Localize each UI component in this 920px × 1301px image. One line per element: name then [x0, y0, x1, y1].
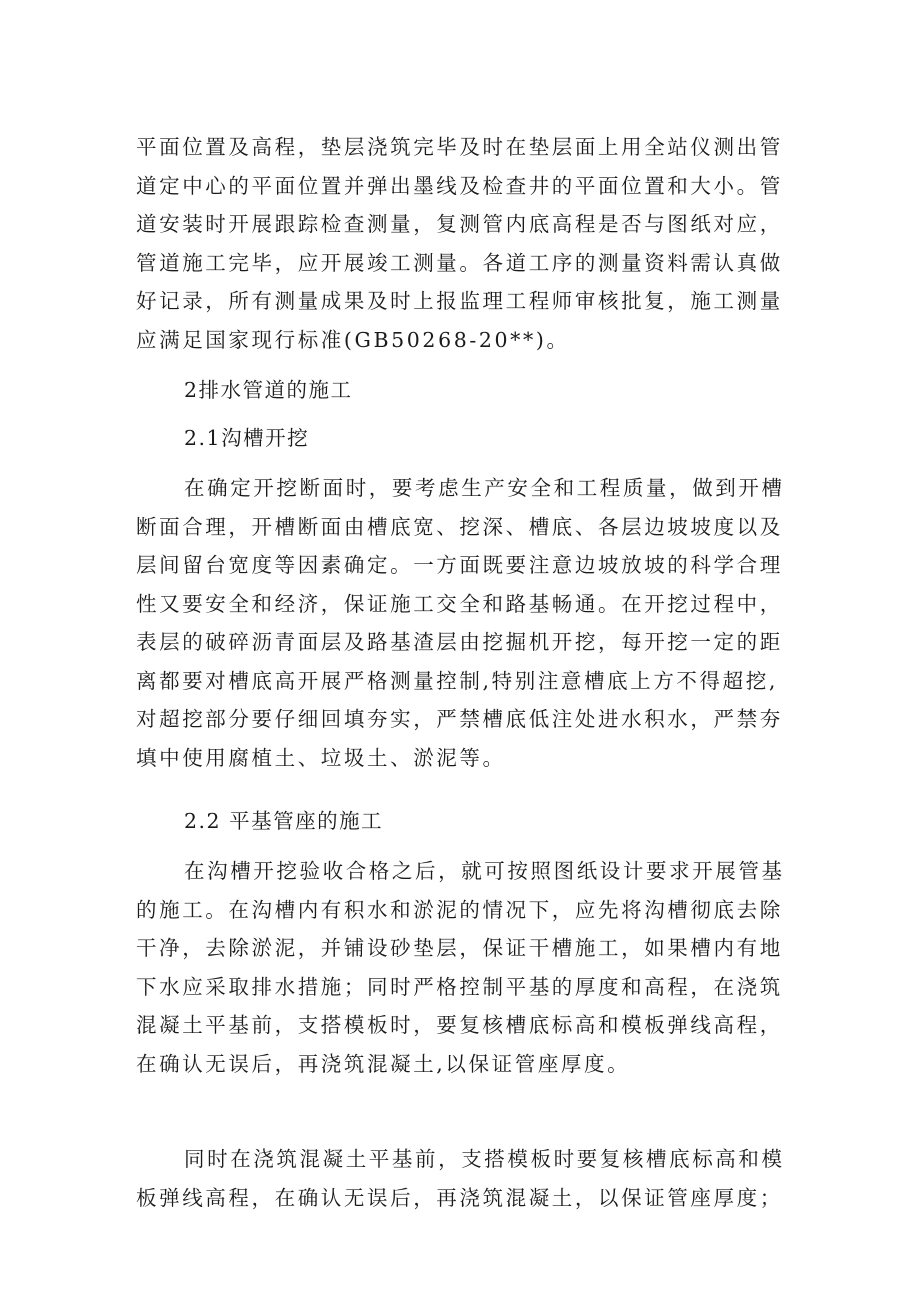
subsection-heading-flat-base: 2.2 平基管座的施工 — [184, 809, 384, 833]
paragraph-flat-base-construction: 在沟槽开挖验收合格之后，就可按照图纸设计要求开展管基的施工。在沟槽内有积水和淤泥的情况下，应先将沟槽彻底去除干净，去除淤泥，并铺设砂垫层，保证干槽施工，如果槽内有地下水应采取排水措施；同时严格控制平基的厚度和高程，在浇筑混凝土平基前，支搭模板时，要复核槽底标高和模板弹线高程，在确认无误后，再浇筑混凝土,以保证管座厚度。 — [136, 859, 785, 1076]
paragraph-survey-continuation: 平面位置及高程，垫层浇筑完毕及时在垫层面上用全站仪测出管道定中心的平面位置并弹出墨线及检查井的平面位置和大小。管道安装时开展跟踪检查测量，复测管内底高程是否与图纸对应，管道施工完毕，应开展竣工测量。各道工序的测量资料需认真做好记录，所有测量成果及时上报监理工程师审核批复，施工测量应满足国家现行标准(GB50268-20**)。 — [136, 135, 783, 352]
subsection-heading-trench-excavation: 2.1沟槽开挖 — [184, 426, 310, 450]
paragraph-formwork-check: 同时在浇筑混凝土平基前，支搭模板时要复核槽底标高和模板弹线高程，在确认无误后，再浇筑混凝土，以保证管座厚度； — [136, 1147, 785, 1210]
paragraph-trench-excavation: 在确定开挖断面时，要考虑生产安全和工程质量，做到开槽断面合理，开槽断面由槽底宽、挖深、槽底、各层边坡坡度以及层间留台宽度等因素确定。一方面既要注意边坡放坡的科学合理性又要安全和经济，保证施工交全和路基畅通。在开挖过程中，表层的破碎沥青面层及路基渣层由挖掘机开挖，每开挖一定的距离都要对槽底高开展严格测量控制,特别注意槽底上方不得超挖,对超挖部分要仔细回填夯实，严禁槽底低注处进水积水，严禁夯填中使用腐植土、垃圾土、淤泥等。 — [136, 476, 785, 770]
section-heading-drainage-construction: 2排水管道的施工 — [184, 378, 353, 402]
